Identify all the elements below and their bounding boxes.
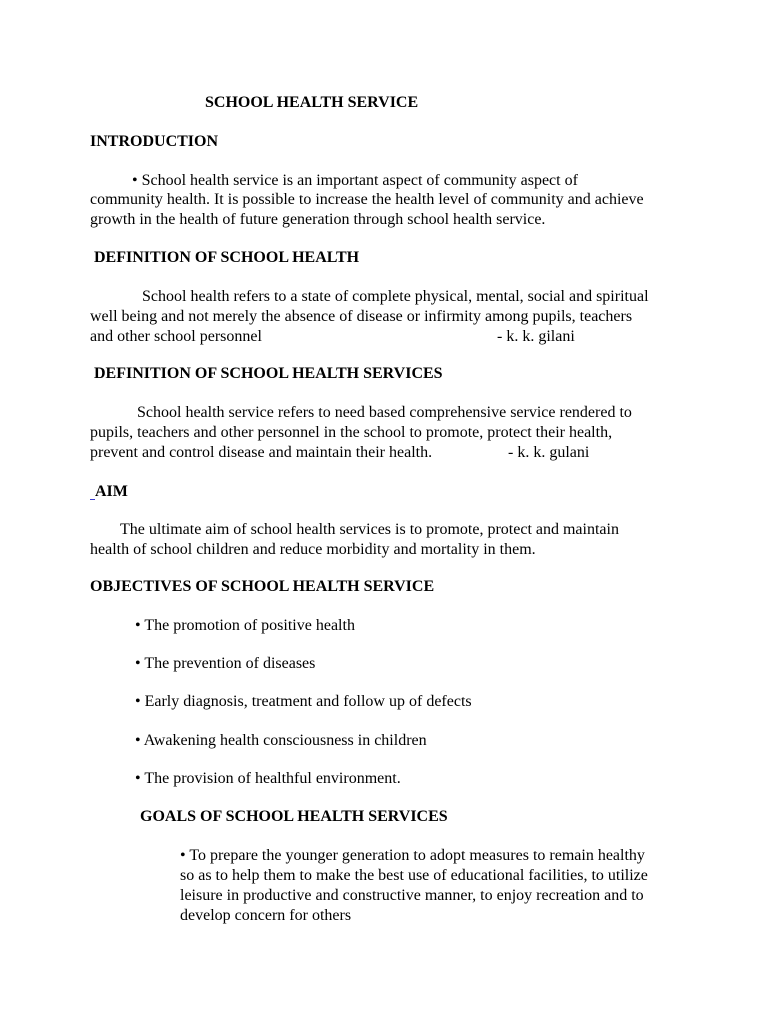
objective-item: • Awakening health consciousness in children bbox=[135, 732, 427, 749]
definition-health-line-3: and other school personnel bbox=[90, 328, 262, 345]
definition-services-line-2: pupils, teachers and other personnel in the school to promote, protect their health, bbox=[90, 424, 613, 441]
aim-line-1: The ultimate aim of school health services is to promote, protect and maintain bbox=[120, 521, 619, 538]
definition-health-line-1: School health refers to a state of complete physical, mental, social and spiritual bbox=[142, 288, 649, 305]
aim-heading: AIM bbox=[95, 483, 128, 500]
goals-heading: GOALS OF SCHOOL HEALTH SERVICES bbox=[140, 808, 448, 825]
objective-item: • The provision of healthful environment. bbox=[135, 770, 401, 787]
goals-line-4: develop concern for others bbox=[180, 907, 352, 924]
definition-services-heading: DEFINITION OF SCHOOL HEALTH SERVICES bbox=[94, 365, 443, 382]
objective-item: • The prevention of diseases bbox=[135, 655, 316, 672]
definition-health-line-2: well being and not merely the absence of disease or infirmity among pupils, teachers bbox=[90, 308, 633, 325]
page-title: SCHOOL HEALTH SERVICE bbox=[205, 94, 419, 111]
introduction-line-3: growth in the health of future generation through school health service. bbox=[90, 211, 546, 228]
introduction-heading: INTRODUCTION bbox=[90, 133, 219, 150]
introduction-line-2: community health. It is possible to increase the health level of community and achieve bbox=[90, 191, 644, 208]
definition-health-heading: DEFINITION OF SCHOOL HEALTH bbox=[94, 249, 360, 266]
definition-services-line-1: School health service refers to need based comprehensive service rendered to bbox=[137, 404, 632, 421]
goals-line-2: so as to help them to make the best use of educational facilities, to utilize bbox=[180, 867, 648, 884]
objective-item: • The promotion of positive health bbox=[135, 617, 355, 634]
objective-item: • Early diagnosis, treatment and follow up of defects bbox=[135, 693, 472, 710]
goals-line-3: leisure in productive and constructive manner, to enjoy recreation and to bbox=[180, 887, 644, 904]
objectives-heading: OBJECTIVES OF SCHOOL HEALTH SERVICE bbox=[90, 578, 435, 595]
definition-health-citation: - k. k. gilani bbox=[497, 328, 575, 345]
introduction-line-1: • School health service is an important aspect of community aspect of bbox=[132, 172, 578, 189]
definition-services-citation: - k. k. gulani bbox=[508, 444, 590, 461]
definition-services-line-3: prevent and control disease and maintain their health. bbox=[90, 444, 433, 461]
aim-heading-wrapper bbox=[90, 482, 128, 502]
goals-line-1: • To prepare the younger generation to adopt measures to remain healthy bbox=[180, 847, 645, 864]
aim-line-2: health of school children and reduce morbidity and mortality in them. bbox=[90, 541, 536, 558]
